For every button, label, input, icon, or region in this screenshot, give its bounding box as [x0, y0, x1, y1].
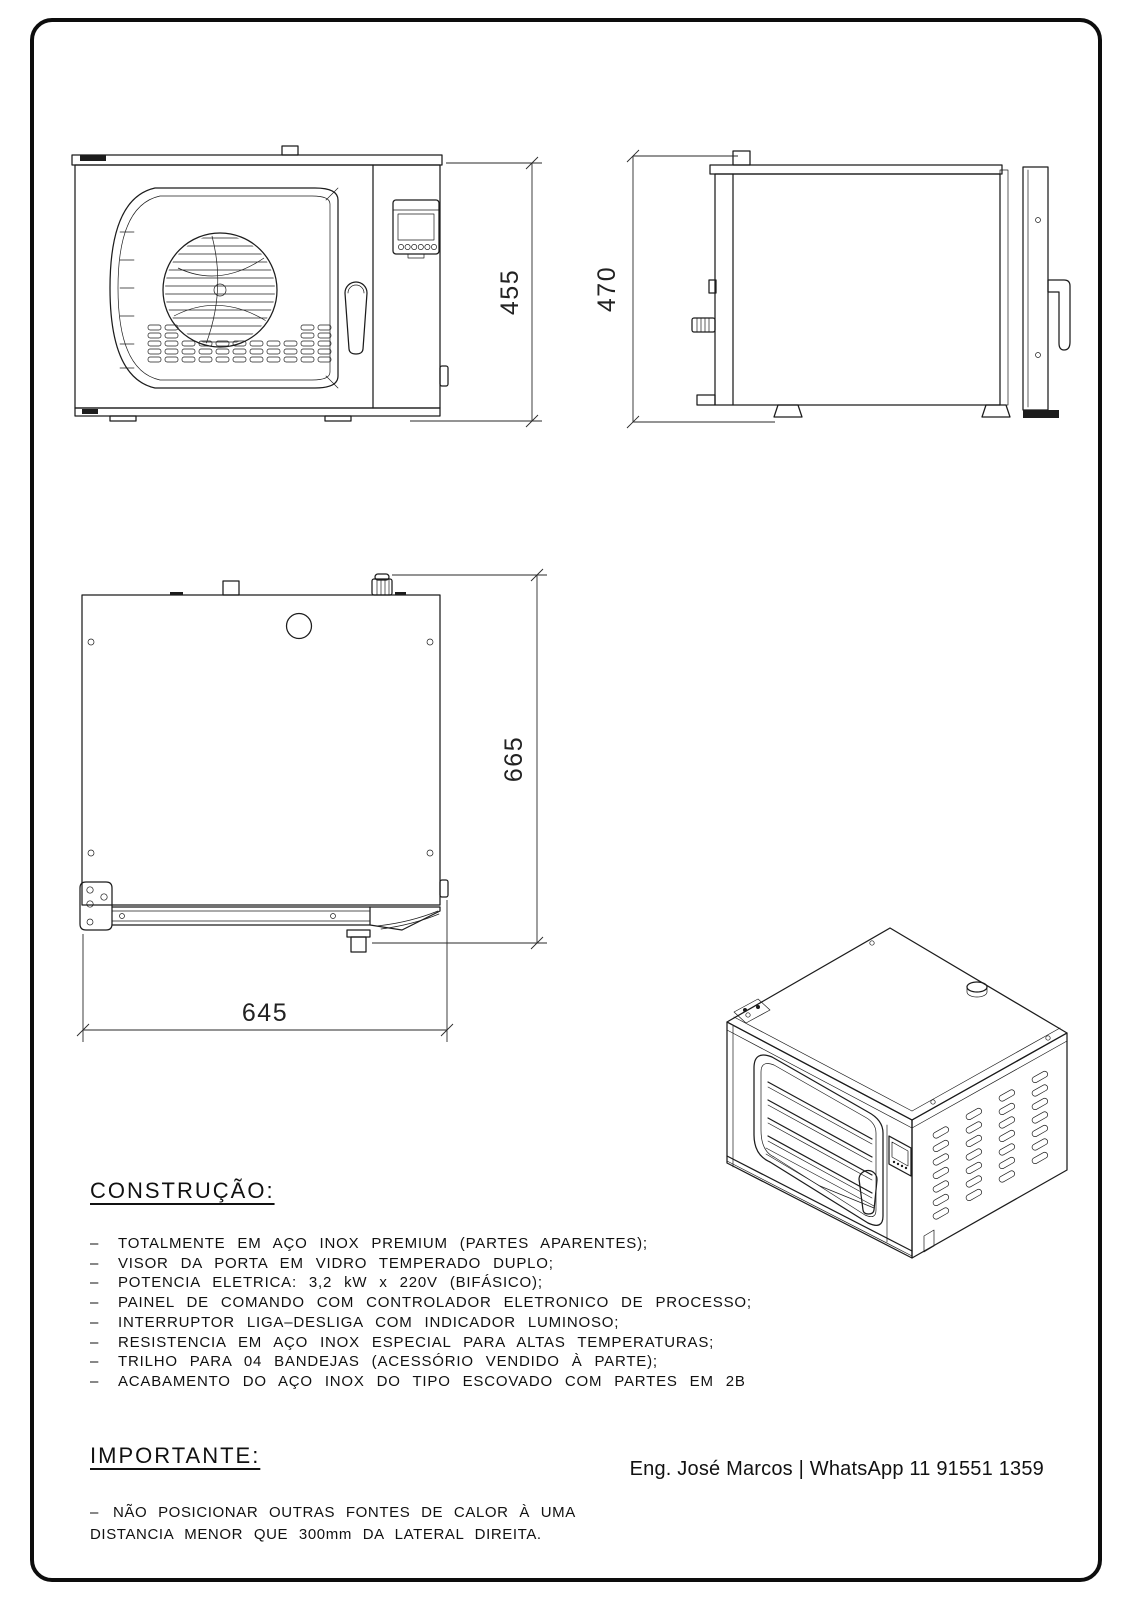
side-view — [590, 130, 1080, 440]
cable-gland — [692, 318, 715, 332]
rear-tab — [223, 581, 239, 595]
rear-bracket — [697, 395, 715, 405]
depth-dimension — [372, 569, 547, 949]
door-handle — [345, 282, 367, 354]
control-panel — [393, 200, 439, 258]
panel-button — [412, 244, 417, 249]
panel-button — [405, 244, 410, 249]
fan-blade — [178, 258, 264, 276]
screw — [1036, 353, 1041, 358]
door-profile — [1000, 167, 1070, 418]
important-note: – NÃO POSICIONAR OUTRAS FONTES DE CALOR À UMA DISTANCIA MENOR QUE 300mm DA LATERAL DIREITA. — [90, 1504, 576, 1543]
hinge-bracket — [734, 999, 770, 1023]
hinge-cap — [80, 155, 106, 161]
screw — [88, 850, 94, 856]
construction-item: – TRILHO PARA 04 BANDEJAS (ACESSÓRIO VENDIDO À PARTE); — [90, 1353, 658, 1371]
screw — [427, 850, 433, 856]
oven-side-body — [692, 151, 1070, 418]
dimension-label-front-height: 455 — [496, 268, 524, 316]
construction-item: – INTERRUPTOR LIGA–DESLIGA COM INDICADOR LUMINOSO; — [90, 1313, 620, 1331]
hinge-bracket — [80, 882, 112, 930]
door-latch — [440, 880, 448, 897]
foot — [325, 416, 351, 421]
screw — [746, 1013, 750, 1017]
construction-section — [90, 1178, 870, 1392]
dimension-label-side-height: 470 — [593, 265, 621, 313]
drain-foot — [347, 930, 370, 952]
foot — [110, 416, 136, 421]
construction-item: – TOTALMENTE EM AÇO INOX PREMIUM (PARTES APARENTES); — [90, 1235, 648, 1252]
door-edge-strip — [112, 907, 370, 925]
construction-heading: CONSTRUÇÃO: — [90, 1178, 275, 1203]
display-screen — [398, 214, 434, 240]
top-vent-hole — [287, 614, 312, 639]
door-window — [110, 188, 338, 388]
dimension-label-width: 645 — [241, 999, 289, 1027]
top-vent-stub — [282, 146, 298, 155]
dimension-label-depth: 665 — [500, 735, 528, 783]
side-louvers — [932, 1070, 1049, 1220]
important-heading: IMPORTANTE: — [90, 1443, 261, 1468]
door-corner-piece — [370, 907, 440, 930]
foot — [774, 405, 802, 417]
panel-button — [418, 244, 423, 249]
panel-button — [431, 244, 436, 249]
screw — [88, 639, 94, 645]
screw — [931, 1100, 935, 1104]
height-dimension-front — [410, 157, 542, 427]
screw — [870, 941, 874, 945]
fan-blade — [206, 236, 218, 344]
construction-item: – POTENCIA ELETRICA: 3,2 kW x 220V (BIFÁSICO); — [90, 1274, 543, 1292]
panel-button — [398, 244, 403, 249]
engineer-contact: Eng. José Marcos | WhatsApp 11 91551 1359 — [629, 1458, 1044, 1480]
cable-gland — [372, 574, 392, 595]
top-face — [727, 928, 1067, 1120]
door-handle — [1048, 280, 1070, 350]
foot — [982, 405, 1010, 417]
construction-item: – ACABAMENTO DO AÇO INOX DO TIPO ESCOVADO COM PARTES EM 2B — [90, 1372, 746, 1390]
oven-top-body — [80, 574, 448, 952]
control-panel — [889, 1136, 911, 1176]
screw — [427, 639, 433, 645]
screw — [1046, 1036, 1050, 1040]
front-view — [60, 140, 550, 450]
power-switch — [924, 1230, 934, 1252]
construction-item: – PAINEL DE COMANDO COM CONTROLADOR ELETRONICO DE PROCESSO; — [90, 1294, 752, 1312]
panel-button — [425, 244, 430, 249]
screw — [1036, 218, 1041, 223]
construction-item: – RESISTENCIA EM AÇO INOX ESPECIAL PARA ALTAS TEMPERATURAS; — [90, 1333, 715, 1351]
side-latch — [440, 366, 448, 386]
top-view — [50, 540, 570, 1050]
top-vent-stub — [733, 151, 750, 165]
construction-item: – VISOR DA PORTA EM VIDRO TEMPERADO DUPLO; — [90, 1254, 554, 1272]
oven-front-body — [72, 146, 442, 408]
construction-list — [90, 1234, 870, 1392]
fan-blade — [174, 305, 268, 322]
height-dimension-side — [593, 150, 775, 428]
fan-grille — [160, 233, 280, 347]
